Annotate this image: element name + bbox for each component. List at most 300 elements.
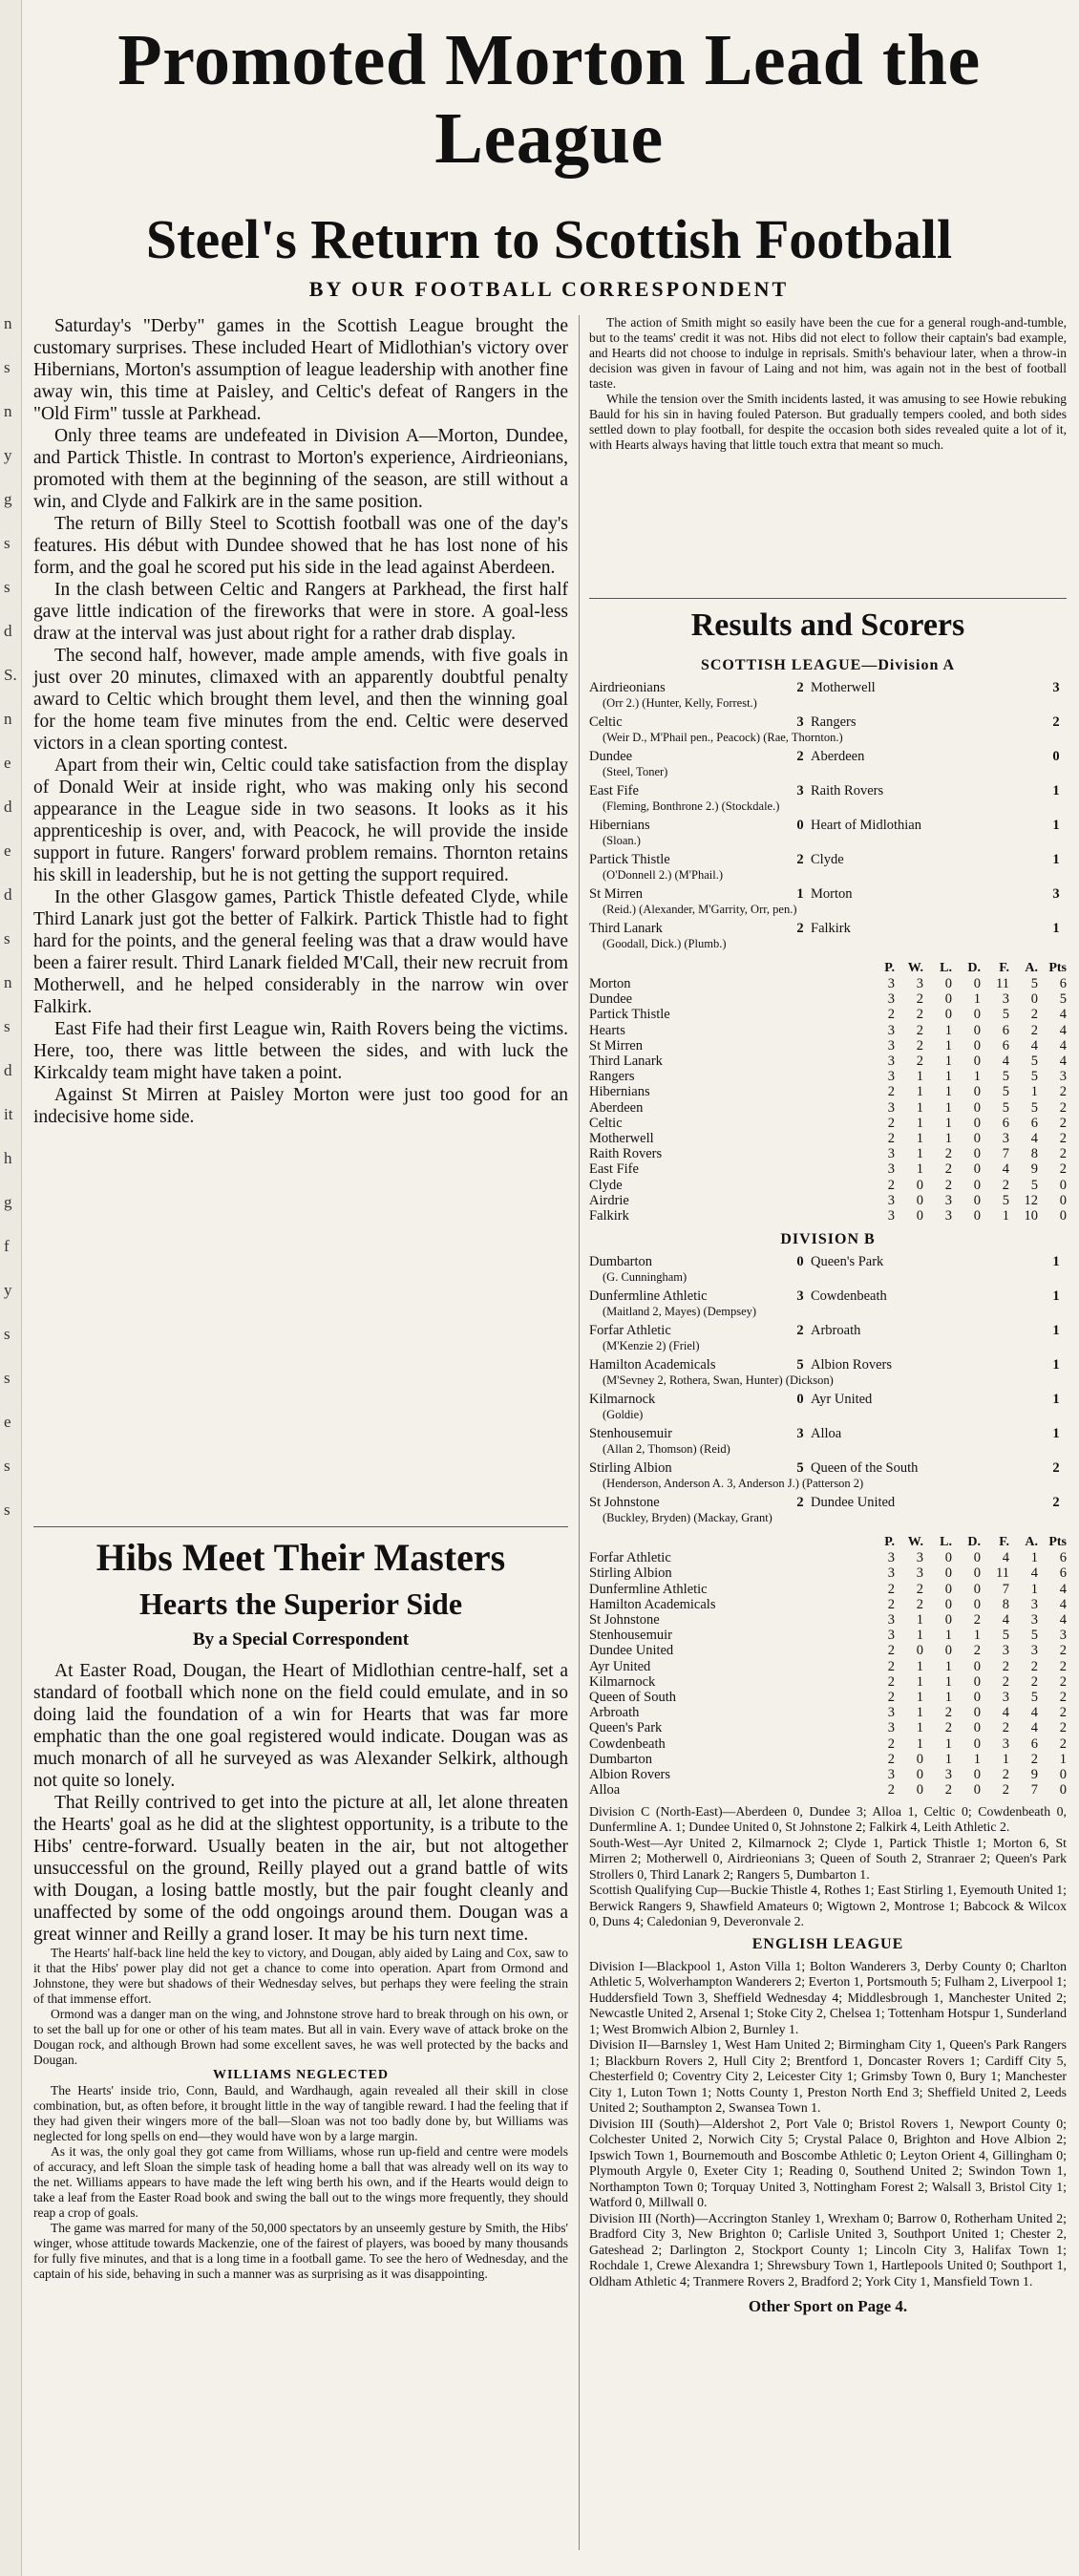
table-row	[589, 1628, 1067, 1643]
table-cell: 4	[1030, 1705, 1038, 1721]
table-cell: 3	[887, 1161, 895, 1178]
table-row	[589, 1550, 1067, 1565]
table-cell: 1	[973, 1751, 981, 1767]
table-cell: 0	[916, 1767, 923, 1783]
match-hs: 2	[796, 749, 804, 764]
table-cell: 2	[1030, 1751, 1038, 1767]
table-cell: 1	[944, 1069, 952, 1085]
table-cell: 6	[1002, 1115, 1009, 1131]
table-cell: 7	[1002, 1581, 1009, 1597]
table-cell: 3	[1002, 1690, 1009, 1706]
match-scorers: (Allan 2, Thomson) (Reid)	[603, 1442, 730, 1457]
match-scorers: (Weir D., M'Phail pen., Peacock) (Rae, Thornton.)	[603, 731, 843, 744]
scorers-row	[589, 902, 1067, 921]
match-row	[589, 818, 1067, 833]
match-row	[589, 1460, 1067, 1476]
table-header: A.	[1025, 961, 1038, 975]
table-cell: 0	[973, 1054, 981, 1070]
table-cell: 0	[973, 1099, 981, 1116]
match-away: Falkirk	[811, 921, 851, 936]
team-name: Albion Rovers	[589, 1767, 670, 1783]
match-row	[589, 1495, 1067, 1510]
hibs-continuation	[589, 315, 1067, 453]
table-cell: 3	[1002, 1735, 1009, 1752]
table-header: F.	[999, 1535, 1009, 1550]
team-name: Kilmarnock	[589, 1673, 656, 1690]
table-cell: 4	[1030, 1131, 1038, 1147]
match-away: Raith Rovers	[811, 783, 884, 798]
english-division-2: Division II—Barnsley 1, West Ham United 2; Birmingham City 1, Queen's Park Rangers 1; Blackburn Rovers 2, Hull City 2; Brentford 1, Doncaster Rovers 1; Cardiff City 5, Chesterfield 0; Coventry City 2, Leicester City 1; Grimsby Town 0, Bury 1; Manchester City 1, Luton Town 1; Notts County 1, Preston North End 3; Sheffield United 2, Leeds United 2; Southampton 2, Swansea Town 1.	[589, 2037, 1067, 2115]
match-away: Ayr United	[811, 1392, 873, 1408]
table-cell: 5	[1059, 991, 1067, 1008]
table-cell: 3	[1002, 991, 1009, 1008]
table-header: P.	[884, 961, 895, 975]
south-west-results: South-West—Ayr United 2, Kilmarnock 2; Clyde 1, Partick Thistle 1; Morton 6, St Mirren 2; Motherwell 0, Airdrieonians 3; Queen of South 2, Stranraer 2; Queen's Park Strollers 0, Third Lanark 2; Rangers 5, Dumbarton 1.	[589, 1835, 1067, 1882]
table-cell: 3	[1002, 1643, 1009, 1659]
table-cell: 0	[973, 1690, 981, 1706]
table-cell: 2	[1030, 1007, 1038, 1023]
table-cell: 5	[1002, 1099, 1009, 1116]
match-home: Dunfermline Athletic	[589, 1288, 708, 1305]
table-row	[589, 1023, 1067, 1038]
match-home: Airdrieonians	[589, 680, 666, 695]
table-row	[589, 1131, 1067, 1146]
match-hs: 2	[796, 921, 804, 936]
scorers-row	[589, 798, 1067, 818]
table-cell: 1	[944, 1099, 952, 1116]
williams-heading: WILLIAMS NEGLECTED	[212, 2068, 390, 2082]
table-header: A.	[1025, 1535, 1038, 1550]
table-cell: 1	[916, 1099, 923, 1116]
table-row	[589, 1705, 1067, 1720]
match-row	[589, 886, 1067, 902]
match-home: Stirling Albion	[589, 1460, 672, 1477]
hibs-article	[33, 1660, 568, 2282]
table-cell: 4	[1002, 1612, 1009, 1629]
table-cell: 3	[887, 1767, 895, 1783]
table-cell: 1	[944, 1690, 952, 1706]
match-hs: 2	[796, 852, 804, 867]
match-as: 2	[1052, 714, 1060, 730]
team-name: Alloa	[589, 1782, 621, 1799]
match-scorers: (M'Sevney 2, Rothera, Swan, Hunter) (Dickson)	[603, 1373, 834, 1388]
table-cell: 0	[973, 1705, 981, 1721]
table-header: P.	[884, 1535, 895, 1550]
team-name: Dundee	[589, 991, 633, 1008]
match-row	[589, 1426, 1067, 1441]
table-cell: 2	[1030, 1022, 1038, 1038]
table-header: W.	[907, 1535, 923, 1550]
table-cell: 5	[1030, 1177, 1038, 1193]
table-cell: 3	[1030, 1596, 1038, 1612]
table-cell: 0	[916, 1208, 923, 1224]
match-hs: 5	[796, 1460, 804, 1477]
table-cell: 0	[973, 976, 981, 991]
qualifying-cup-results: Scottish Qualifying Cup—Buckie Thistle 4, Rothes 1; East Stirling 1, Eyemouth United 1; Berwick Rangers 9, Shawfield Amateurs 0; Wigtown 2, Montrose 1; Babcock & Wilcox 0, Duns 4; Caledonian 9, Deveronvale 2.	[589, 1883, 1067, 1928]
match-scorers: (Buckley, Bryden) (Mackay, Grant)	[603, 1511, 772, 1525]
table-cell: 3	[916, 1550, 923, 1566]
match-scorers: (Steel, Toner)	[603, 765, 668, 778]
division-b-heading: DIVISION B	[780, 1231, 876, 1248]
match-as: 1	[1052, 1323, 1060, 1339]
table-cell: 3	[887, 1146, 895, 1162]
hibs-heading: Hibs Meet Their Masters	[95, 1536, 506, 1579]
english-division-1: Division I—Blackpool 1, Aston Villa 1; Bolton Wanderers 3, Derby County 0; Charlton Athletic 5, Wolverhampton Wanderers 2; Everton 1, Portsmouth 5; Fulham 2, Liverpool 1; Huddersfield Town 3, Sheffield Wednesday 4; Middlesbrough 1, Manchester United 2; Newcastle United 2, Arsenal 1; Stoke City 2, Chelsea 1; Tottenham Hotspur 1, Sunderland 1; West Bromwich Albion 2, Burnley 1.	[589, 1958, 1067, 2036]
match-home: St Johnstone	[589, 1495, 660, 1511]
table-header-blank	[589, 961, 866, 976]
table-cell: 0	[973, 1177, 981, 1193]
match-scorers: (Goldie)	[603, 1408, 644, 1422]
table-cell: 2	[1002, 1720, 1009, 1736]
match-home: Dundee	[589, 749, 633, 764]
match-row	[589, 852, 1067, 867]
table-cell: 1	[1030, 1550, 1038, 1566]
edge-letter: h	[4, 1149, 12, 1167]
table-cell: 1	[944, 1115, 952, 1131]
article-paragraph: The second half, however, made ample amends, with five goals in just over 20 minutes, climaxed with an apparently doubtful penalty award to Celtic which brought them level, and then the winning goal for the home team five minutes from the end. Celtic were deserved victors in a clean sporting contest.	[33, 646, 568, 754]
match-away: Motherwell	[811, 680, 876, 695]
table-cell: 5	[1030, 1099, 1038, 1116]
table-cell: 4	[1059, 1581, 1067, 1597]
team-name: St Mirren	[589, 1037, 643, 1054]
match-home: Dumbarton	[589, 1254, 653, 1270]
article-paragraph: Apart from their win, Celtic could take satisfaction from the display of Donald Weir at inside right, who was making only his second appearance in the League side in two seasons. It looks as it his apprenticeship is over, and, with Peacock, he will provide the inside support in future. Rangers' forward problem remains. Thornton retains his skill in leadership, but he is not getting the support required.	[33, 756, 568, 885]
table-cell: 2	[1059, 1115, 1067, 1131]
table-cell: 4	[1030, 1037, 1038, 1054]
table-cell: 0	[1059, 1767, 1067, 1783]
table-cell: 0	[916, 1782, 923, 1799]
match-hs: 2	[796, 680, 804, 695]
table-cell: 5	[1030, 1054, 1038, 1070]
division-a-heading: SCOTTISH LEAGUE—Division A	[700, 657, 956, 673]
match-as: 1	[1052, 783, 1060, 798]
table-cell: 3	[887, 1022, 895, 1038]
table-row	[589, 1054, 1067, 1069]
table-cell: 0	[973, 1581, 981, 1597]
main-article	[33, 315, 568, 1128]
team-name: Falkirk	[589, 1208, 629, 1224]
table-cell: 0	[973, 1550, 981, 1566]
article-paragraph: The return of Billy Steel to Scottish football was one of the day's features. His début with Dundee showed that he has lost none of his form, and the goal he scored put his side in the lead against Aberdeen.	[33, 514, 568, 578]
team-name: St Johnstone	[589, 1612, 660, 1629]
article-paragraph: Saturday's "Derby" games in the Scottish League brought the customary surprises. These included Heart of Midlothian's victory over Hibernians, Morton's assumption of league leadership with another fine away win, this time at Paisley, and Celtic's defeat of Rangers in the "Old Firm" tussle at Parkhead.	[33, 316, 568, 424]
match-away: Alloa	[811, 1426, 842, 1442]
table-cell: 2	[1002, 1658, 1009, 1674]
table-row	[589, 1612, 1067, 1628]
table-row	[589, 1084, 1067, 1099]
table-cell: 3	[887, 1705, 895, 1721]
table-cell: 0	[973, 1782, 981, 1799]
table-cell: 0	[916, 1643, 923, 1659]
match-away: Queen of the South	[811, 1460, 919, 1477]
edge-letter: s	[4, 1501, 11, 1519]
english-division-3-south: Division III (South)—Aldershot 2, Port Vale 0; Bristol Rovers 1, Newport County 0; Colchester United 2, Norwich City 5; Crystal Palace 0, Brighton and Hove Albion 2; Ipswich Town 1, Bournemouth and Boscombe Athletic 0; Leyton Orient 4, Gillingham 0; Plymouth Argyle 0, Exeter City 1; Reading 0, Southend United 2; Swindon Town 1, Northampton Town 0; Torquay United 3, Nottingham Forest 2; Walsall 3, Bristol City 1; Watford 0, Millwall 0.	[589, 2116, 1067, 2209]
match-row	[589, 1254, 1067, 1269]
table-cell: 3	[944, 1208, 952, 1224]
table-cell: 1	[916, 1720, 923, 1736]
adjacent-column-edge	[0, 0, 22, 2576]
scorers-row	[589, 695, 1067, 714]
edge-letter: s	[4, 358, 11, 376]
table-cell: 1	[944, 1673, 952, 1690]
table-cell: 2	[887, 1115, 895, 1131]
edge-letter: g	[4, 490, 12, 508]
edge-letter: d	[4, 885, 12, 904]
results-heading: Results and Scorers	[690, 607, 965, 643]
table-header: W.	[907, 961, 923, 975]
table-cell: 1	[973, 1069, 981, 1085]
match-as: 2	[1052, 1460, 1060, 1477]
table-cell: 1	[1002, 1751, 1009, 1767]
table-row	[589, 1782, 1067, 1798]
article-paragraph: That Reilly contrived to get into the picture at all, let alone threaten the Hearts' goal as he did at the slightest opportunity, is a tribute to the Hibs' centre-forward. Usually beaten in the air, but not altogether unsuccessful on the ground, Reilly played out a grand battle of wits with Dougan, a losing battle mostly, but the pair fought cleanly and unaffected by some of the odd ongoings around them. Dougan was a great winner and Reilly a grand loser. It may be his turn next time.	[33, 1793, 568, 1945]
match-as: 1	[1052, 852, 1060, 867]
table-cell: 0	[973, 1161, 981, 1178]
table-cell: 1	[916, 1735, 923, 1752]
article-paragraph: In the clash between Celtic and Rangers at Parkhead, the first half gave little indication of the fireworks that were in store. A goal-less draw at the interval was just about right for a rather drab display.	[33, 580, 568, 644]
match-home: Kilmarnock	[589, 1392, 656, 1408]
match-as: 1	[1052, 921, 1060, 936]
article-paragraph: Against St Mirren at Paisley Morton were just too good for an indecisive home side.	[33, 1085, 568, 1127]
table-cell: 1	[944, 1054, 952, 1070]
table-cell: 2	[1002, 1177, 1009, 1193]
table-cell: 2	[887, 1084, 895, 1100]
table-cell: 2	[1059, 1720, 1067, 1736]
table-cell: 0	[973, 1007, 981, 1023]
table-cell: 3	[944, 1767, 952, 1783]
table-cell: 0	[973, 1115, 981, 1131]
table-cell: 4	[1059, 1022, 1067, 1038]
team-name: Hibernians	[589, 1084, 650, 1100]
team-name: Aberdeen	[589, 1099, 644, 1116]
table-cell: 4	[1030, 1720, 1038, 1736]
table-cell: 3	[1030, 1612, 1038, 1629]
footer-note: Other Sport on Page 4.	[748, 2297, 908, 2315]
edge-letter: s	[4, 929, 11, 947]
table-cell: 1	[916, 1146, 923, 1162]
table-cell: 0	[973, 1565, 981, 1582]
table-header: Pts	[1048, 1535, 1067, 1550]
table-cell: 1	[916, 1084, 923, 1100]
match-as: 1	[1052, 1357, 1060, 1373]
table-cell: 2	[887, 1596, 895, 1612]
table-cell: 2	[1059, 1658, 1067, 1674]
match-home: Third Lanark	[589, 921, 663, 936]
match-home: East Fife	[589, 783, 639, 798]
match-home: Stenhousemuir	[589, 1426, 672, 1442]
match-as: 1	[1052, 1392, 1060, 1408]
table-cell: 1	[916, 1673, 923, 1690]
match-away: Cowdenbeath	[811, 1288, 887, 1305]
table-cell: 5	[1002, 1192, 1009, 1208]
match-row	[589, 680, 1067, 695]
article-paragraph: As it was, the only goal they got came from Williams, whose run up-field and centre were models of accuracy, and left Sloan the simple task of heading home a ball that was already well on its way to the net. Williams appears to have made the left wing berth his own, and if the Hearts would deign to take a leaf from the Easter Road book and swing the ball out to the wings more frequently, they should reap a crop of goals.	[33, 2144, 568, 2220]
table-cell: 4	[1030, 1565, 1038, 1582]
match-home: Celtic	[589, 714, 623, 730]
table-cell: 2	[887, 1782, 895, 1799]
table-cell: 9	[1030, 1767, 1038, 1783]
table-cell: 0	[1059, 1192, 1067, 1208]
table-cell: 6	[1002, 1037, 1009, 1054]
table-row	[589, 1069, 1067, 1084]
table-cell: 2	[887, 1131, 895, 1147]
english-league-heading: ENGLISH LEAGUE	[751, 1935, 904, 1952]
edge-letter: s	[4, 1325, 11, 1343]
table-cell: 1	[1030, 1581, 1038, 1597]
table-cell: 2	[916, 1596, 923, 1612]
table-cell: 0	[916, 1177, 923, 1193]
table-cell: 0	[944, 1581, 952, 1597]
table-cell: 3	[887, 991, 895, 1008]
table-cell: 1	[916, 1628, 923, 1644]
division-a-results	[589, 680, 1067, 955]
match-row	[589, 783, 1067, 798]
match-scorers: (Fleming, Bonthrone 2.) (Stockdale.)	[603, 799, 780, 813]
table-cell: 2	[887, 1581, 895, 1597]
table-cell: 2	[973, 1643, 981, 1659]
table-cell: 2	[887, 1658, 895, 1674]
match-away: Heart of Midlothian	[811, 818, 921, 833]
team-name: Raith Rovers	[589, 1146, 663, 1162]
article-paragraph: Ormond was a danger man on the wing, and Johnstone strove hard to break through on his own, or to set the ball up for one or other of his team mates. But all in vain. Every wave of attack broke on the Dougan rock, and although Brown had some excellent saves, he was well protected by the backs and Dougan.	[33, 2007, 568, 2067]
table-row	[589, 1193, 1067, 1208]
table-cell: 2	[1059, 1084, 1067, 1100]
table-row	[589, 1752, 1067, 1767]
match-hs: 0	[796, 1392, 804, 1408]
scorers-row	[589, 1338, 1067, 1357]
table-cell: 5	[1002, 1007, 1009, 1023]
table-cell: 2	[1059, 1705, 1067, 1721]
table-cell: 2	[1002, 1673, 1009, 1690]
team-name: Partick Thistle	[589, 1007, 670, 1023]
table-cell: 0	[973, 1146, 981, 1162]
table-cell: 2	[1059, 1735, 1067, 1752]
team-name: Clyde	[589, 1177, 623, 1193]
edge-letter: d	[4, 798, 12, 816]
table-cell: 2	[1030, 1658, 1038, 1674]
table-cell: 6	[1059, 1550, 1067, 1566]
match-hs: 3	[796, 1426, 804, 1442]
match-home: Hibernians	[589, 818, 650, 833]
match-hs: 0	[796, 818, 804, 833]
results-section	[589, 653, 1067, 2316]
edge-letter: g	[4, 1193, 12, 1211]
match-scorers: (Goodall, Dick.) (Plumb.)	[603, 937, 727, 950]
table-cell: 0	[944, 1643, 952, 1659]
match-home: Hamilton Academicals	[589, 1357, 716, 1373]
column-divider	[579, 315, 580, 2550]
table-row	[589, 1674, 1067, 1690]
table-cell: 2	[916, 1037, 923, 1054]
article-paragraph: The game was marred for many of the 50,000 spectators by an unseemly gesture by Smith, the Hibs' winger, whose attitude towards Mackenzie, one of the fairest of players, was booed by many thousands for fully five minutes, and that is a long time in a football game. To see the hero of Wednesday, and the captain of his side, behaving in such a manner was as surprising as it was disappointing.	[33, 2221, 568, 2281]
table-cell: 0	[944, 1565, 952, 1582]
table-cell: 1	[916, 1131, 923, 1147]
edge-letter: n	[4, 710, 12, 728]
section-rule	[33, 1526, 568, 1527]
table-cell: 1	[944, 1131, 952, 1147]
table-cell: 2	[1059, 1161, 1067, 1178]
table-cell: 4	[1059, 1054, 1067, 1070]
match-scorers: (O'Donnell 2.) (M'Phail.)	[603, 868, 724, 882]
team-name: Forfar Athletic	[589, 1550, 671, 1566]
scorers-row	[589, 1476, 1067, 1495]
table-cell: 4	[1059, 1037, 1067, 1054]
edge-letter: n	[4, 314, 12, 332]
table-header: L.	[940, 1535, 952, 1550]
table-cell: 2	[1059, 1690, 1067, 1706]
table-cell: 0	[1059, 1208, 1067, 1224]
table-row	[589, 1038, 1067, 1054]
edge-letter: it	[4, 1105, 13, 1123]
division-c-results: Division C (North-East)—Aberdeen 0, Dundee 3; Alloa 1, Celtic 0; Cowdenbeath 0, Dunfermline A. 1; Dundee United 0, St Johnstone 2; Falkirk 4, Leith Athletic 2.	[589, 1803, 1067, 1834]
team-name: Rangers	[589, 1069, 635, 1085]
match-away: Arbroath	[811, 1323, 861, 1339]
table-cell: 2	[887, 1735, 895, 1752]
table-cell: 3	[1030, 1643, 1038, 1659]
team-name: Stirling Albion	[589, 1565, 672, 1582]
table-header-blank	[589, 1535, 866, 1550]
table-cell: 1	[916, 1690, 923, 1706]
table-cell: 1	[916, 1612, 923, 1629]
team-name: Queen's Park	[589, 1720, 663, 1736]
match-row	[589, 714, 1067, 730]
table-cell: 0	[944, 1550, 952, 1566]
table-header: L.	[940, 961, 952, 975]
table-cell: 4	[1002, 1161, 1009, 1178]
table-cell: 5	[1030, 976, 1038, 991]
table-cell: 5	[1030, 1069, 1038, 1085]
table-cell: 1	[916, 1658, 923, 1674]
match-away: Queen's Park	[811, 1254, 884, 1270]
article-paragraph: The Hearts' half-back line held the key to victory, and Dougan, ably aided by Laing and Cox, saw to it that the Hibs' power play did not get a chance to come into operation. Apart from Ormond and Johnstone, they were but shadows of their Wednesday selves, but perhaps they were feeling the strain of that immense effort.	[33, 1946, 568, 2006]
article-paragraph: East Fife had their first League win, Raith Rovers being the victims. Here, too, there was little between the sides, and with luck the Kirkcaldy team might have taken a point.	[33, 1019, 568, 1083]
match-as: 1	[1052, 1288, 1060, 1305]
table-cell: 3	[887, 1192, 895, 1208]
match-scorers: (G. Cunningham)	[603, 1270, 688, 1285]
edge-letter: e	[4, 754, 11, 772]
match-scorers: (Reid.) (Alexander, M'Garrity, Orr, pen.)	[603, 903, 797, 916]
table-cell: 1	[973, 1628, 981, 1644]
edge-letter: e	[4, 1413, 11, 1431]
table-header-row	[589, 1535, 1067, 1550]
table-cell: 3	[916, 1565, 923, 1582]
edge-letter: d	[4, 1061, 12, 1079]
match-away: Morton	[811, 886, 853, 902]
table-cell: 0	[973, 1208, 981, 1224]
table-cell: 2	[973, 1612, 981, 1629]
table-cell: 0	[944, 1596, 952, 1612]
team-name: Third Lanark	[589, 1054, 663, 1070]
match-hs: 2	[796, 1495, 804, 1511]
match-scorers: (Orr 2.) (Hunter, Kelly, Forrest.)	[603, 696, 757, 710]
table-row	[589, 1597, 1067, 1612]
table-cell: 2	[887, 1690, 895, 1706]
edge-letter: s	[4, 1369, 11, 1387]
table-cell: 2	[887, 1007, 895, 1023]
match-row	[589, 749, 1067, 764]
edge-letter: n	[4, 402, 12, 420]
team-name: Celtic	[589, 1115, 623, 1131]
match-row	[589, 921, 1067, 936]
table-cell: 1	[944, 1735, 952, 1752]
table-cell: 3	[887, 1628, 895, 1644]
table-cell: 5	[1002, 1084, 1009, 1100]
table-cell: 2	[1002, 1767, 1009, 1783]
scorers-row	[589, 1407, 1067, 1426]
match-as: 1	[1052, 1254, 1060, 1270]
table-cell: 1	[944, 1628, 952, 1644]
table-row	[589, 1690, 1067, 1705]
